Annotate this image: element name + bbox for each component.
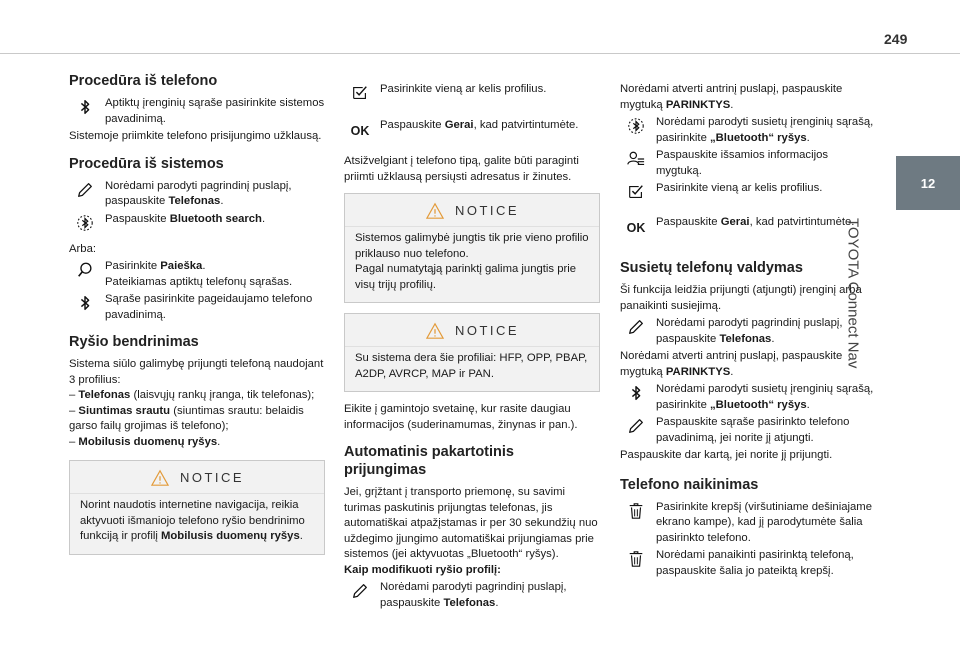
bluetooth-link-icon — [620, 115, 652, 143]
paragraph: Norėdami atverti antrinį puslapį, paspauskite mygtuką PARINKTYS. — [620, 350, 843, 378]
chapter-title-text: TOYOTA Connect Nav — [844, 218, 862, 369]
trash-icon — [620, 500, 652, 528]
step — [69, 259, 325, 290]
step — [344, 580, 600, 611]
paragraph: Jei, grįžtant į transporto priemonę, su savimi turimas paskutinis prijungtas telefonas, jis automatiškai atpažįstamas ir per 30 sekundžių nuo uždegimo įjungimo automatiškai prijungiamas prie sistemos (jei aktyvuotas „Bluetooth“ ryšys). — [344, 486, 598, 560]
notice-body: Sistemos galimybė jungtis tik prie vieno profilio priklauso nuo telefono. Pagal numatytąją parinktį galima jungtis prie visų trijų profilių. — [345, 226, 599, 302]
list-item: – Siuntimas srautu (siuntimas srautu: belaidis garso failų grojimas iš telefono); — [69, 404, 304, 432]
pen-icon — [620, 415, 652, 443]
step-text: Norėdami parodyti susietų įrenginių sąrašą, pasirinkite „Bluetooth“ ryšys. — [656, 383, 874, 411]
search-icon — [69, 259, 101, 287]
paragraph: Norėdami atverti antrinį puslapį, paspauskite mygtuką PARINKTYS. — [620, 83, 843, 111]
section-title: Automatinis pakartotinis prijungimas — [344, 444, 514, 478]
section-title: Susietų telefonų valdymas — [620, 260, 803, 276]
notice-header — [345, 194, 599, 226]
notice-header — [70, 461, 324, 493]
bluetooth-icon — [620, 382, 652, 410]
step — [620, 548, 876, 579]
step-text: Pasirinkite krepšį (viršutiniame dešiniajame ekrano kampe), kad jį parodytumėte šalia pasirinkto telefono. — [656, 500, 872, 544]
warning-icon — [150, 469, 170, 487]
chapter-tab: 12 — [896, 156, 960, 210]
step — [344, 82, 600, 110]
column-3 — [620, 72, 876, 581]
paragraph: Atsižvelgiant į telefono tipą, galite būti paraginti priimti užklausą persiųsti adresatus ir žinutes. — [344, 155, 579, 183]
section-from-phone — [69, 72, 325, 145]
paragraph: Sistema siūlo galimybę prijungti telefoną naudojant 3 profilius: — [69, 358, 324, 386]
bluetooth-search-icon — [69, 212, 101, 240]
step — [620, 181, 876, 209]
checkbox-icon — [620, 181, 652, 209]
step-text: Paspauskite Gerai, kad patvirtintumėte. — [656, 216, 855, 228]
step-text: Paspauskite sąraše pasirinkto telefono pavadinimą, jei norite jį atjungti. — [656, 416, 850, 444]
step-text: Norėdami parodyti susietų įrenginių sąrašą, pasirinkite „Bluetooth“ ryšys. — [656, 116, 874, 144]
header-divider — [0, 53, 960, 54]
step — [344, 116, 600, 150]
notice-label: NOTICE — [454, 203, 520, 219]
section-title: Procedūra iš telefono — [69, 73, 218, 89]
section-title: Procedūra iš sistemos — [69, 155, 224, 172]
user-details-icon — [620, 148, 652, 176]
notice-box — [69, 460, 325, 555]
notice-body: Su sistema dera šie profiliai: HFP, OPP, PBAP, A2DP, AVRCP, MAP ir PAN. — [345, 346, 599, 391]
step-text: Paspauskite Bluetooth search. — [105, 212, 266, 225]
step-text: Aptiktų įrenginių sąraše pasirinkite sistemos pavadinimą. — [105, 97, 325, 125]
page-number: 249 — [884, 31, 908, 47]
notice-body: Norint naudotis internetine navigacija, reikia aktyvuoti išmaniojo telefono ryšio bendrinimo funkciją ir profilį Mobilusis duomenų ryšys. — [70, 493, 324, 554]
section-sharing — [69, 333, 325, 450]
step-text: Sąraše pasirinkite pageidaujamo telefono pavadinimą. — [105, 293, 313, 321]
step — [69, 212, 325, 240]
step-text: Norėdami parodyti pagrindinį puslapį, paspauskite Telefonas. — [656, 317, 843, 345]
column-1 — [69, 72, 325, 565]
list-item: – Mobilusis duomenų ryšys. — [69, 435, 221, 448]
step — [620, 415, 876, 446]
step — [69, 96, 325, 127]
step-text: Pasirinkite vieną ar kelis profilius. — [380, 83, 547, 95]
trash-icon — [620, 548, 652, 576]
step-text: Pasirinkite vieną ar kelis profilius. — [656, 182, 823, 194]
ok-icon: OK — [350, 124, 370, 138]
step — [620, 382, 876, 413]
step — [620, 115, 876, 146]
step-text: Paspauskite Gerai, kad patvirtintumėte. — [380, 119, 579, 131]
step — [69, 292, 325, 323]
paragraph: Eikite į gamintojo svetainę, kur rasite daugiau informacijos (suderinamumas, žinynas ir pan.). — [344, 403, 578, 431]
paragraph: Ši funkcija leidžia prijungti (atjungti) įrenginį arba panaikinti susiejimą. — [620, 284, 862, 312]
bluetooth-icon — [69, 96, 101, 124]
paragraph: Arba: — [69, 242, 97, 255]
paragraph: Sistemoje priimkite telefono prisijungimo užklausą. — [69, 130, 322, 142]
step — [620, 316, 876, 347]
notice-label: NOTICE — [454, 323, 520, 339]
bluetooth-icon — [69, 292, 101, 320]
step-text: Paspauskite išsamios informacijos mygtuką. — [656, 149, 829, 177]
section-from-system — [69, 155, 325, 324]
section-title: Telefono naikinimas — [620, 476, 759, 493]
notice-label: NOTICE — [179, 470, 245, 486]
warning-icon — [425, 322, 445, 340]
section-title: Ryšio bendrinimas — [69, 334, 199, 350]
chapter-title — [844, 218, 938, 378]
checkbox-icon — [344, 82, 376, 110]
pen-icon — [620, 316, 652, 344]
ok-icon: OK — [626, 221, 646, 235]
step — [69, 179, 325, 210]
list-item: – Telefonas (laisvųjų rankų įranga, tik telefonas); — [69, 389, 315, 401]
notice-header — [345, 314, 599, 346]
step — [620, 500, 876, 547]
step — [620, 213, 876, 247]
paragraph: Paspauskite dar kartą, jei norite jį prijungti. — [620, 449, 833, 461]
step-text: Norėdami parodyti pagrindinį puslapį, paspauskite Telefonas. — [380, 581, 567, 609]
pen-icon — [69, 179, 101, 207]
step-text: Norėdami parodyti pagrindinį puslapį, paspauskite Telefonas. — [105, 179, 292, 207]
warning-icon — [425, 202, 445, 220]
step — [620, 148, 876, 179]
column-2 — [344, 72, 600, 613]
pen-icon — [344, 580, 376, 608]
step-text: Pasirinkite Paieška. Pateikiamas aptiktų telefonų sąrašas. — [105, 260, 293, 288]
notice-box — [344, 313, 600, 392]
paragraph-bold: Kaip modifikuoti ryšio profilį: — [344, 563, 501, 576]
notice-box — [344, 193, 600, 303]
step-text: Norėdami panaikinti pasirinktą telefoną, paspauskite šalia jo pateiktą krepšį. — [656, 549, 854, 577]
